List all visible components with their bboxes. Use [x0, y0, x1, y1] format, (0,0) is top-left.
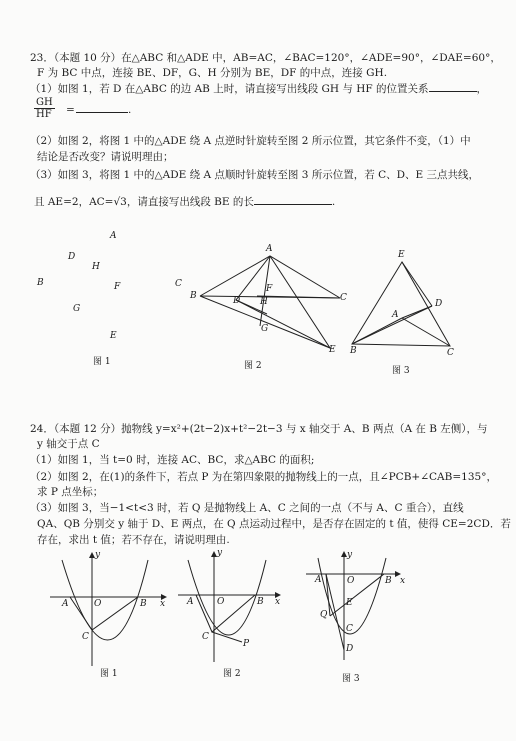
- q24-fig2-label-y: y: [217, 548, 223, 558]
- q24-fig1-label-c: C: [82, 632, 89, 642]
- q24-line-5: 求 P 点坐标；: [37, 486, 104, 498]
- q23-line-5: 结论是否改变？请说明理由；: [37, 151, 174, 163]
- q24-fig2-label-o: O: [217, 597, 225, 607]
- fig1-label-a: A: [110, 231, 117, 241]
- fig1-label-f: F: [114, 282, 121, 292]
- q24-fig2-label-c: C: [202, 632, 209, 642]
- q23-line-4: （2）如图 2，将图 1 中的△ADE 绕 A 点逆时针旋转至图 2 所示位置，其它条件不变，（1）中: [30, 135, 471, 147]
- fig1-label-b: B: [37, 278, 44, 288]
- fig2-label-f: F: [266, 284, 273, 294]
- q24-fig3-label-c: C: [346, 624, 353, 634]
- q24-fig3-label-y: y: [347, 550, 353, 560]
- q24-line-8: 存在，求出 t 值；若不存在，请说明理由.: [37, 534, 230, 546]
- fig2-label-b: B: [190, 291, 197, 301]
- q23-fig1-caption: 图 1: [93, 357, 111, 367]
- q23-fig2-caption: 图 2: [244, 361, 262, 371]
- q24-fig2-label-x: x: [275, 597, 281, 607]
- q24-line-3: （1）如图 1，当 t=0 时，连接 AC、BC，求△ABC 的面积;: [30, 454, 315, 466]
- frac-numerator: GH: [36, 97, 53, 108]
- fig2-label-c-left: C: [175, 279, 182, 289]
- q23-line-7: 且 AE=2，AC=√3，请直接写出线段 BE 的长 .: [34, 196, 336, 208]
- q24-fig3-label-q: Q: [320, 610, 328, 620]
- fig3-label-a: A: [392, 310, 399, 320]
- q24-fig3-label-a: A: [315, 575, 322, 585]
- q24-fig1-plot: [50, 553, 166, 666]
- q24-fig3-label-d: D: [346, 644, 354, 654]
- q24-fig2-plot: [178, 552, 280, 662]
- q24-fig3-label-b: B: [385, 576, 392, 586]
- q24-line-1: 24．（本题 12 分）抛物线 y=x²+(2t−2)x+t²−2t−3 与 x 轴交于 A、B 两点（A 在 B 左侧），与: [30, 423, 488, 435]
- fig3-label-e: E: [398, 250, 405, 260]
- fig3-label-d: D: [435, 299, 443, 309]
- fig3-label-b: B: [350, 346, 357, 356]
- fig2-label-c: C: [340, 293, 347, 303]
- q24-fig1-label-o: O: [94, 599, 102, 609]
- q24-fig3-label-x: x: [400, 576, 406, 586]
- fig2-label-d: D: [233, 296, 241, 306]
- q24-fig2-label-b: B: [257, 597, 264, 607]
- q23-line-2: F 为 BC 中点，连接 BE、DF，G、H 分别为 BE，DF 的中点，连接 GH.: [37, 67, 388, 79]
- fig2-label-h: H: [260, 297, 268, 307]
- q24-fig3-label-o: O: [347, 576, 355, 586]
- frac-blank: .: [76, 104, 131, 117]
- q24-fig2-label-p: P: [243, 639, 250, 649]
- fig1-label-h: H: [92, 262, 100, 272]
- q24-fig1-label-a: A: [62, 599, 69, 609]
- fig2-label-e: E: [329, 345, 336, 355]
- q23-fig3-caption: 图 3: [392, 366, 410, 376]
- q24-fig2-label-a: A: [187, 597, 194, 607]
- fig2-label-g: G: [261, 324, 269, 334]
- fig3-label-c: C: [447, 348, 454, 358]
- q24-fig2-caption: 图 2: [223, 669, 241, 679]
- q24-fig3-caption: 图 3: [342, 674, 360, 684]
- fig1-label-d: D: [68, 252, 76, 262]
- q24-line-2: y 轴交于点 C: [37, 438, 100, 450]
- q24-fig1-caption: 图 1: [100, 669, 118, 679]
- q24-line-4: （2）如图 2，在(1)的条件下，若点 P 为在第四象限的抛物线上的一点，且∠PCB+∠CAB=135°，: [30, 471, 497, 483]
- q24-line-7: QA、QB 分别交 y 轴于 D、E 两点，在 Q 点运动过程中，是否存在固定的 t 值，使得 CE=2CD．若: [37, 518, 511, 530]
- frac-equals: =: [66, 104, 75, 116]
- q23-line-6: （3）如图 3，将图 1 中的△ADE 绕 A 点顺时针旋转至图 3 所示位置，若 C、D、E 三点共线，: [30, 169, 480, 181]
- q24-fig3-label-e: E: [346, 598, 353, 608]
- fig1-label-g: G: [73, 304, 81, 314]
- q24-fig1-label-y: y: [95, 550, 101, 560]
- q24-fig1-label-x: x: [160, 599, 166, 609]
- frac-denominator: HF: [36, 109, 52, 120]
- q24-fig1-label-b: B: [140, 599, 147, 609]
- q23-line-3: （1）如图 1，若 D 在△ABC 的边 AB 上时，请直接写出线段 GH 与 HF 的位置关系 ，: [30, 83, 488, 95]
- fig1-label-e: E: [110, 331, 117, 341]
- q24-line-6: （3）如图 3，当−1<t<3 时，若 Q 是抛物线上 A、C 之间的一点（不与 A、C 重合），直线: [30, 502, 464, 514]
- fig2-label-a: A: [266, 244, 273, 254]
- q23-line-1: 23．（本题 10 分）在△ABC 和△ADE 中，AB=AC，∠BAC=120°，∠ADE=90°，∠DAE=60°，: [30, 52, 501, 64]
